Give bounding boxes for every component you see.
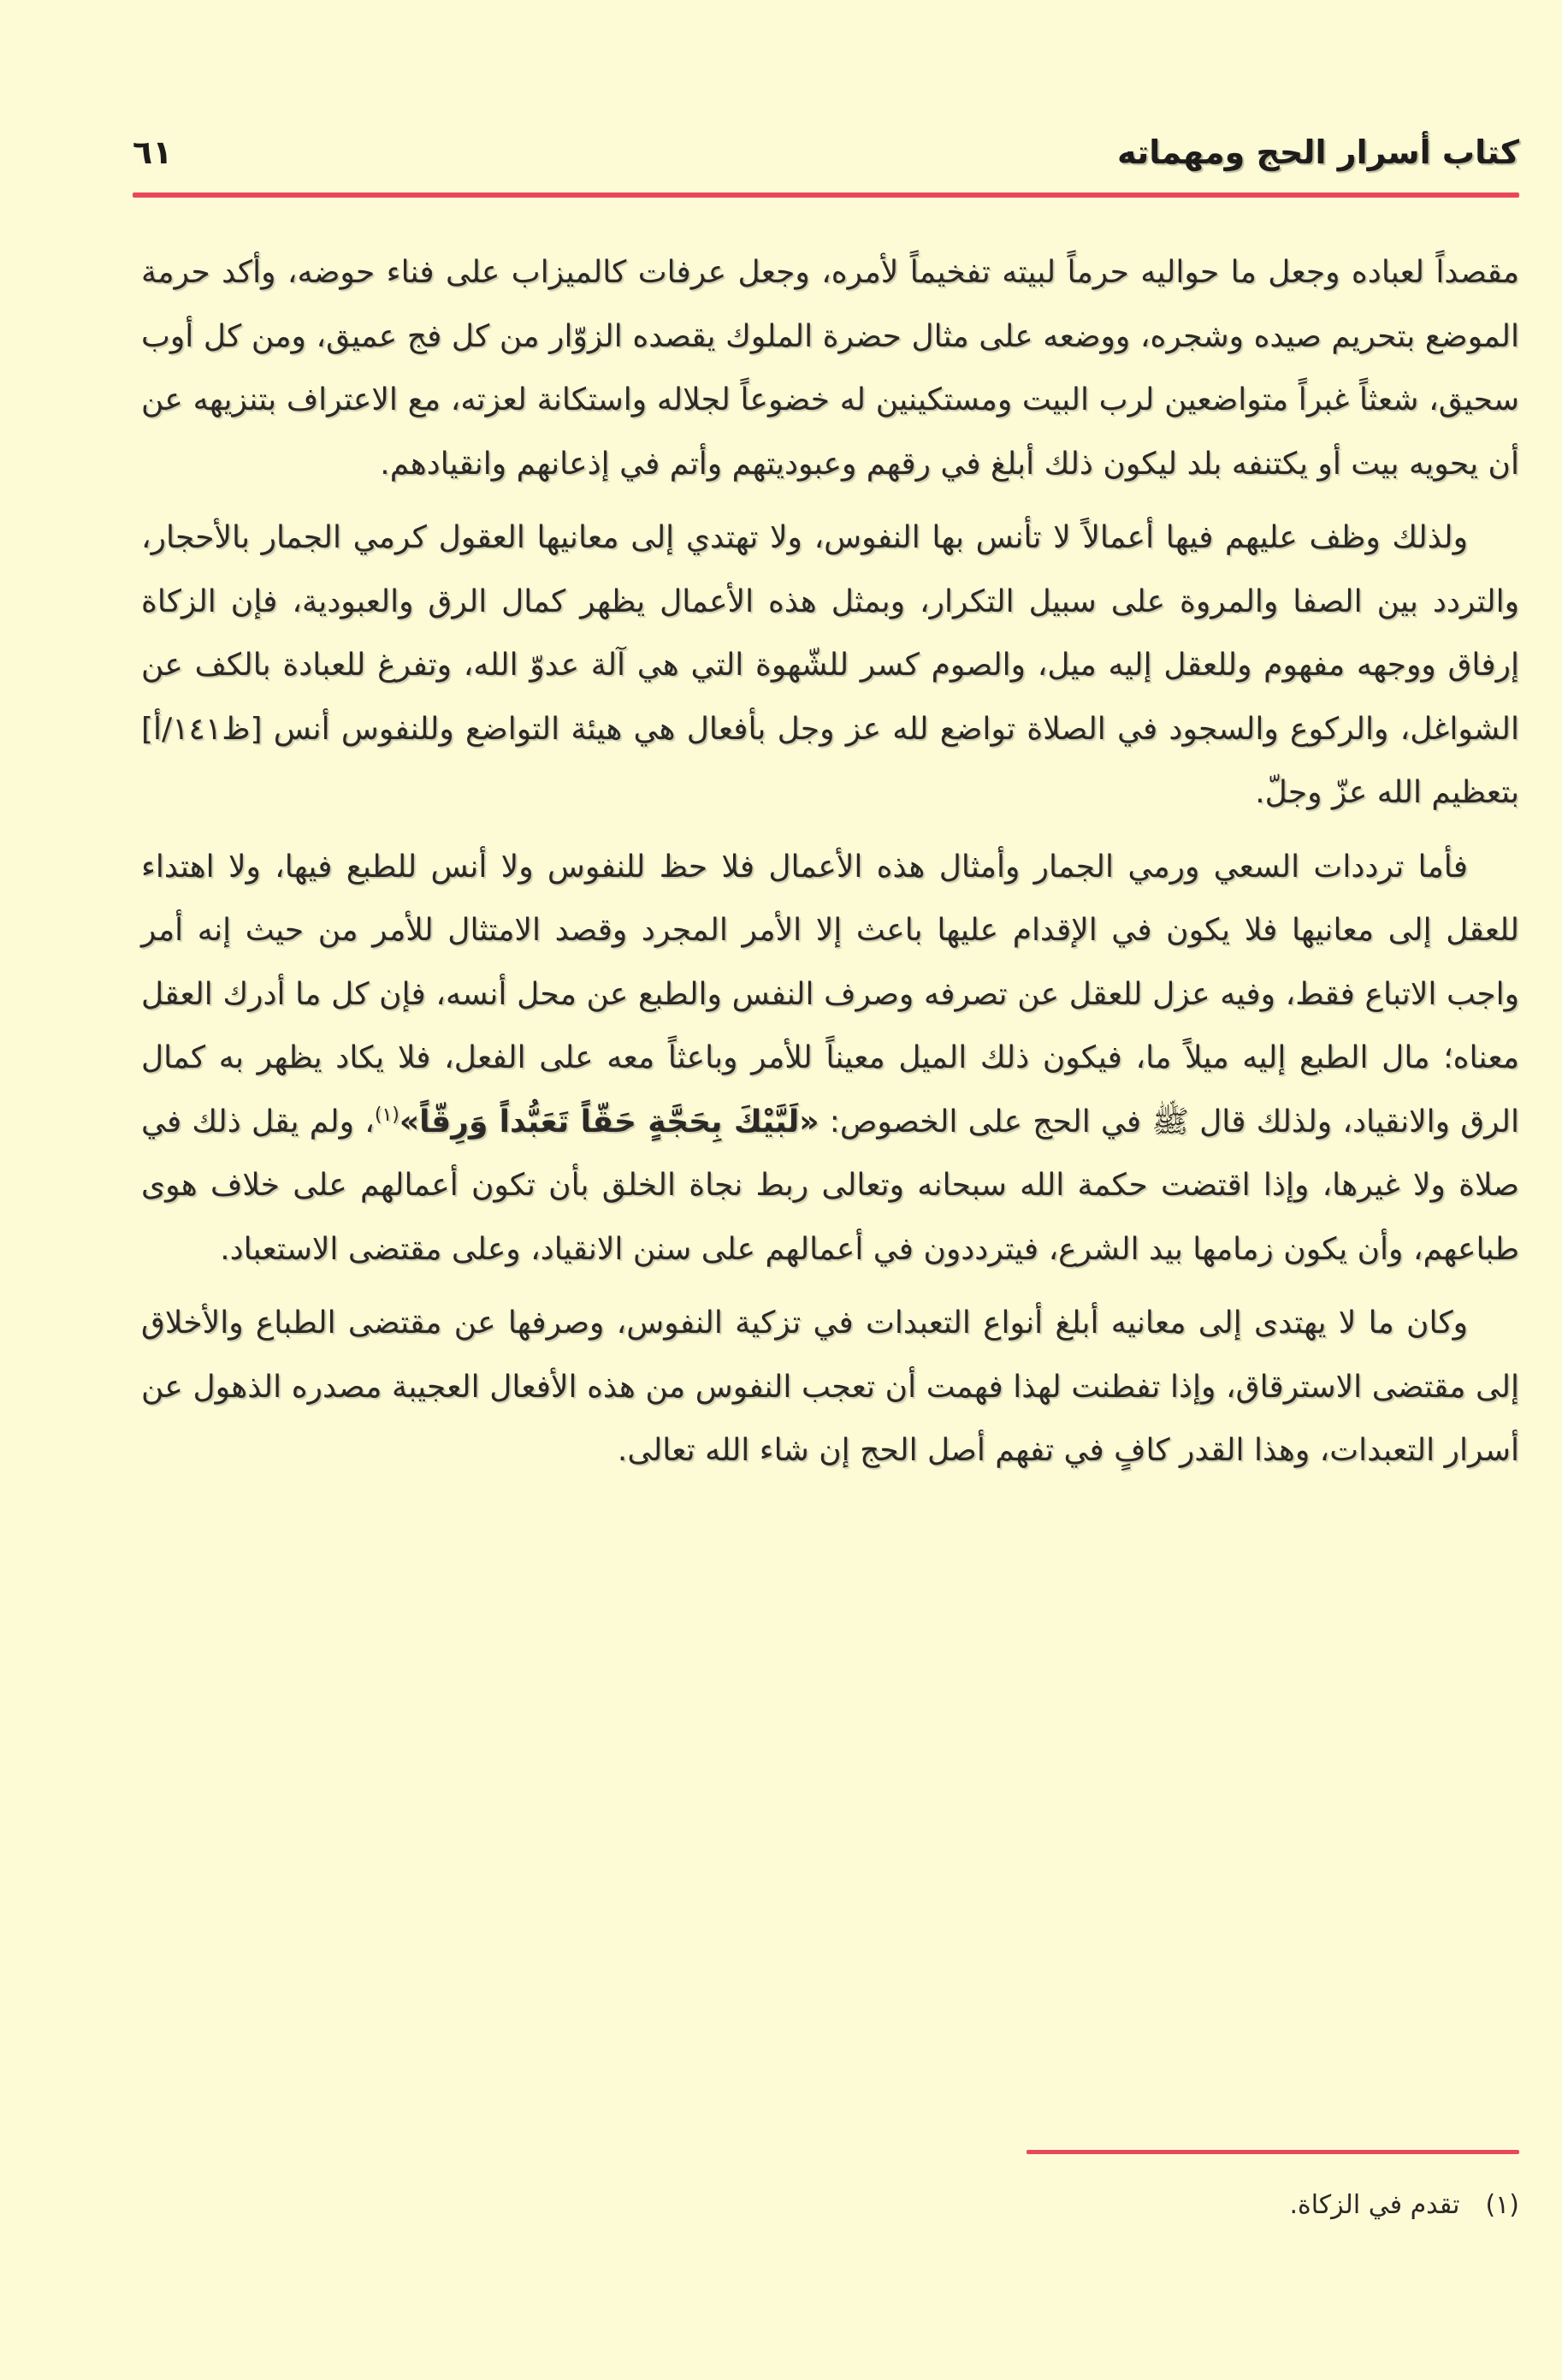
paragraph-2: ولذلك وظف عليهم فيها أعمالاً لا تأنس بها النفوس، ولا تهتدي إلى معانيها العقول كرمي الجمار بالأحجار، والتردد بين الصفا والمروة على سبيل التكرار، وبمثل هذه الأعمال يظهر كمال الرق والعبودية، فإن الزكاة إرفاق ووجهه مفهوم وللعقل إليه ميل، والصوم كسر للشّهوة التي هي آلة عدوّ الله، وتفرغ للعبادة بالكف عن الشواغل، والركوع والسجود في الصلاة تواضع لله عز وجل بأفعال هي هيئة التواضع وللنفوس أنس [ظ١٤١/أ] بتعظيم الله عزّ وجلّ. [141, 520, 1519, 810]
footnote-reference[interactable]: (١) [374, 1104, 399, 1126]
footnote-text: تقدم في الزكاة. [1289, 2190, 1460, 2220]
paragraph-3-lead: فأما ترددات السعي ورمي الجمار وأمثال هذه الأعمال فلا حظ للنفوس ولا أنس للطبع فيها، ولا اهتداء للعقل إلى معانيها فلا يكون في الإقدام عليها باعث إلا الأمر المجرد وقصد الامتثال للأمر من حيث إنه أمر واجب الاتباع فقط، وفيه عزل للعقل عن تصرفه وصرف النفس والطبع عن محل أنسه، فإن كل ما أدرك العقل معناه؛ مال الطبع إليه ميلاً ما، فيكون ذلك الميل معيناً للأمر وباعثاً معه على الفعل، فلا يكاد يظهر به كمال الرق والانقياد، ولذلك قال ﷺ في الحج على الخصوص: [141, 849, 1520, 1140]
page-header [133, 127, 1519, 178]
footnote-1 [1289, 2190, 1519, 2220]
paragraph-3 [141, 836, 1519, 1282]
header-divider [133, 192, 1519, 198]
paragraph-1: مقصداً لعباده وجعل ما حواليه حرماً لبيته تفخيماً لأمره، وجعل عرفات كالميزاب على فناء حوضه، وأكد حرمة الموضع بتحريم صيده وشجره، ووضعه على مثال حضرة الملوك يقصده الزوّار من كل فج عميق، ومن كل أوب سحيق، شعثاً غبراً متواضعين لرب البيت ومستكينين له خضوعاً لجلاله واستكانة لعزته، مع الاعتراف بتنزيهه عن أن يحويه بيت أو يكتنفه بلد ليكون ذلك أبلغ في رقهم وعبوديتهم وأتم في إذعانهم وانقيادهم. [141, 255, 1519, 482]
hadith-quote: «لَبَّيْكَ بِحَجَّةٍ حَقّاً تَعَبُّداً وَرِقّاً» [399, 1104, 819, 1140]
page-number: ٦١ [133, 133, 173, 171]
paragraph-3-tail: ، ولم يقل ذلك في صلاة ولا غيرها، وإذا اقتضت حكمة الله سبحانه وتعالى ربط نجاة الخلق بأن تكون أعمالهم على خلاف هوى طباعهم، وأن يكون زمامها بيد الشرع، فيترددون في أعمالهم على سنن الانقياد، وعلى مقتضى الاستعباد. [141, 1104, 1519, 1267]
main-text [141, 241, 1519, 1494]
running-title: كتاب أسرار الحج ومهماته [1116, 133, 1519, 171]
paragraph-4: وكان ما لا يهتدى إلى معانيه أبلغ أنواع التعبدات في تزكية النفوس، وصرفها عن مقتضى الطباع والأخلاق إلى مقتضى الاسترقاق، وإذا تفطنت لهذا فهمت أن تعجب النفوس من هذه الأفعال العجيبة مصدره الذهول عن أسرار التعبدات، وهذا القدر كافٍ في تفهم أصل الحج إن شاء الله تعالى. [141, 1305, 1519, 1468]
footnote-divider [1027, 2150, 1519, 2154]
footnote-marker: (١) [1485, 2190, 1519, 2220]
